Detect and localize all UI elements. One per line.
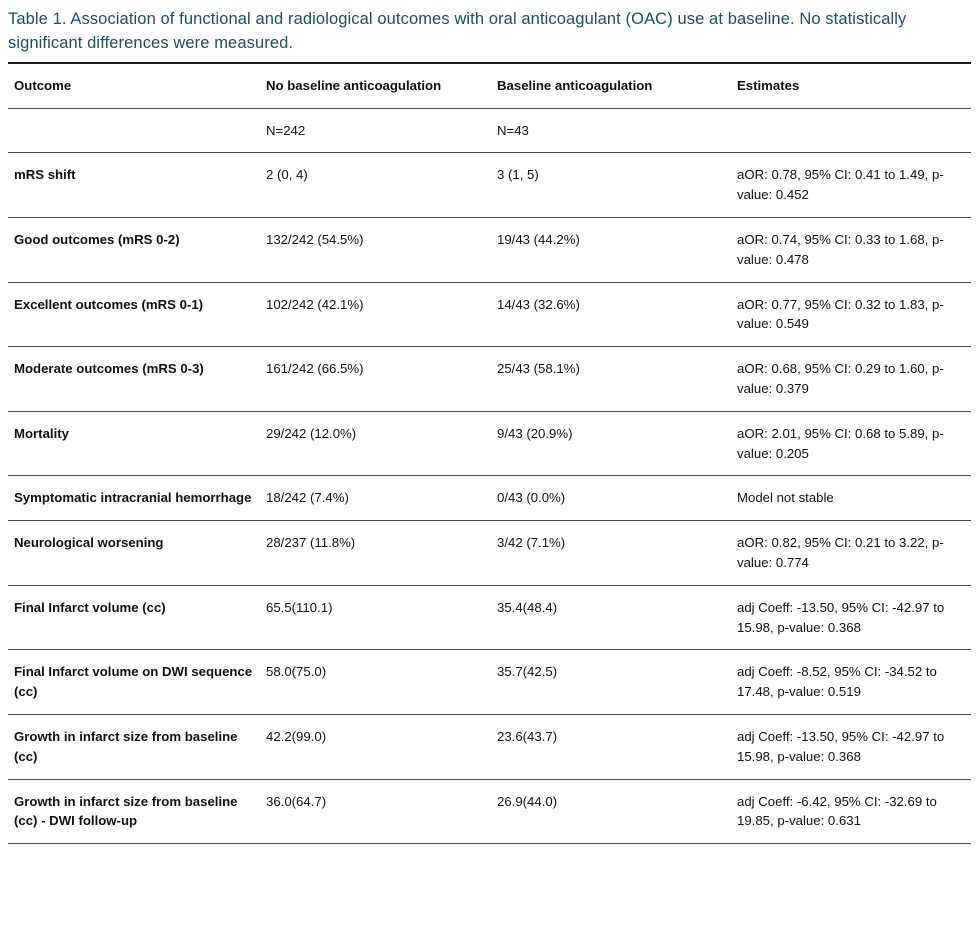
row-no-oac-value: 58.0(75.0) <box>260 650 491 715</box>
row-no-oac-value: 102/242 (42.1%) <box>260 282 491 347</box>
table-caption: Table 1. Association of functional and radiological outcomes with oral anticoagulant (OAC) use at baseline. No statistically significant differences were measured. <box>8 10 907 52</box>
row-oac-value: 3 (1, 5) <box>491 153 731 218</box>
row-no-oac-value: 36.0(64.7) <box>260 779 491 844</box>
row-estimate-value: aOR: 0.78, 95% CI: 0.41 to 1.49, p-value: 0.452 <box>731 153 971 218</box>
row-outcome-label: mRS shift <box>8 153 260 218</box>
table-row <box>8 714 971 779</box>
row-outcome-label: Neurological worsening <box>8 521 260 586</box>
row-estimate-value: aOR: 2.01, 95% CI: 0.68 to 5.89, p-value: 0.205 <box>731 411 971 476</box>
row-outcome-label: Moderate outcomes (mRS 0-3) <box>8 347 260 412</box>
row-no-oac-value: 28/237 (11.8%) <box>260 521 491 586</box>
table-row <box>8 347 971 412</box>
row-outcome-label: Growth in infarct size from baseline (cc) - DWI follow-up <box>8 779 260 844</box>
row-estimate-value: adj Coeff: -8.52, 95% CI: -34.52 to 17.48, p-value: 0.519 <box>731 650 971 715</box>
column-header-no-baseline-anticoagulation: No baseline anticoagulation <box>260 63 491 108</box>
table-row <box>8 282 971 347</box>
row-oac-value: 23.6(43.7) <box>491 714 731 779</box>
table-row <box>8 521 971 586</box>
column-header-baseline-anticoagulation: Baseline anticoagulation <box>491 63 731 108</box>
table-bottom-rule <box>8 844 971 889</box>
table-row <box>8 585 971 650</box>
row-oac-value: 3/42 (7.1%) <box>491 521 731 586</box>
row-oac-value: 0/43 (0.0%) <box>491 476 731 521</box>
row-no-oac-value: 42.2(99.0) <box>260 714 491 779</box>
row-oac-value: 9/43 (20.9%) <box>491 411 731 476</box>
row-no-oac-value: 18/242 (7.4%) <box>260 476 491 521</box>
row-estimate-value: aOR: 0.82, 95% CI: 0.21 to 3.22, p-value: 0.774 <box>731 521 971 586</box>
count-cell-outcome <box>8 108 260 153</box>
row-oac-value: 26.9(44.0) <box>491 779 731 844</box>
row-oac-value: 19/43 (44.2%) <box>491 218 731 283</box>
row-estimate-value: aOR: 0.77, 95% CI: 0.32 to 1.83, p-value: 0.549 <box>731 282 971 347</box>
row-no-oac-value: 29/242 (12.0%) <box>260 411 491 476</box>
row-oac-value: 35.7(42.5) <box>491 650 731 715</box>
table-row <box>8 779 971 844</box>
table-counts-row <box>8 108 971 153</box>
count-cell-baseline: N=43 <box>491 108 731 153</box>
row-estimate-value: adj Coeff: -13.50, 95% CI: -42.97 to 15.98, p-value: 0.368 <box>731 585 971 650</box>
table-row <box>8 218 971 283</box>
table-header-row <box>8 63 971 108</box>
row-no-oac-value: 65.5(110.1) <box>260 585 491 650</box>
column-header-outcome: Outcome <box>8 63 260 108</box>
outcomes-table <box>8 62 971 888</box>
row-estimate-value: aOR: 0.68, 95% CI: 0.29 to 1.60, p-value: 0.379 <box>731 347 971 412</box>
table-row <box>8 411 971 476</box>
row-oac-value: 35.4(48.4) <box>491 585 731 650</box>
row-no-oac-value: 161/242 (66.5%) <box>260 347 491 412</box>
row-estimate-value: Model not stable <box>731 476 971 521</box>
row-outcome-label: Symptomatic intracranial hemorrhage <box>8 476 260 521</box>
row-outcome-label: Good outcomes (mRS 0-2) <box>8 218 260 283</box>
column-header-estimates: Estimates <box>731 63 971 108</box>
row-outcome-label: Mortality <box>8 411 260 476</box>
row-estimate-value: aOR: 0.74, 95% CI: 0.33 to 1.68, p-value: 0.478 <box>731 218 971 283</box>
row-oac-value: 25/43 (58.1%) <box>491 347 731 412</box>
row-outcome-label: Final Infarct volume on DWI sequence (cc) <box>8 650 260 715</box>
row-estimate-value: adj Coeff: -13.50, 95% CI: -42.97 to 15.98, p-value: 0.368 <box>731 714 971 779</box>
row-outcome-label: Growth in infarct size from baseline (cc) <box>8 714 260 779</box>
table-row <box>8 153 971 218</box>
row-no-oac-value: 132/242 (54.5%) <box>260 218 491 283</box>
table-row <box>8 650 971 715</box>
count-cell-no-baseline: N=242 <box>260 108 491 153</box>
row-no-oac-value: 2 (0, 4) <box>260 153 491 218</box>
row-outcome-label: Excellent outcomes (mRS 0-1) <box>8 282 260 347</box>
row-estimate-value: adj Coeff: -6.42, 95% CI: -32.69 to 19.85, p-value: 0.631 <box>731 779 971 844</box>
count-cell-estimates <box>731 108 971 153</box>
row-oac-value: 14/43 (32.6%) <box>491 282 731 347</box>
row-outcome-label: Final Infarct volume (cc) <box>8 585 260 650</box>
table-row <box>8 476 971 521</box>
